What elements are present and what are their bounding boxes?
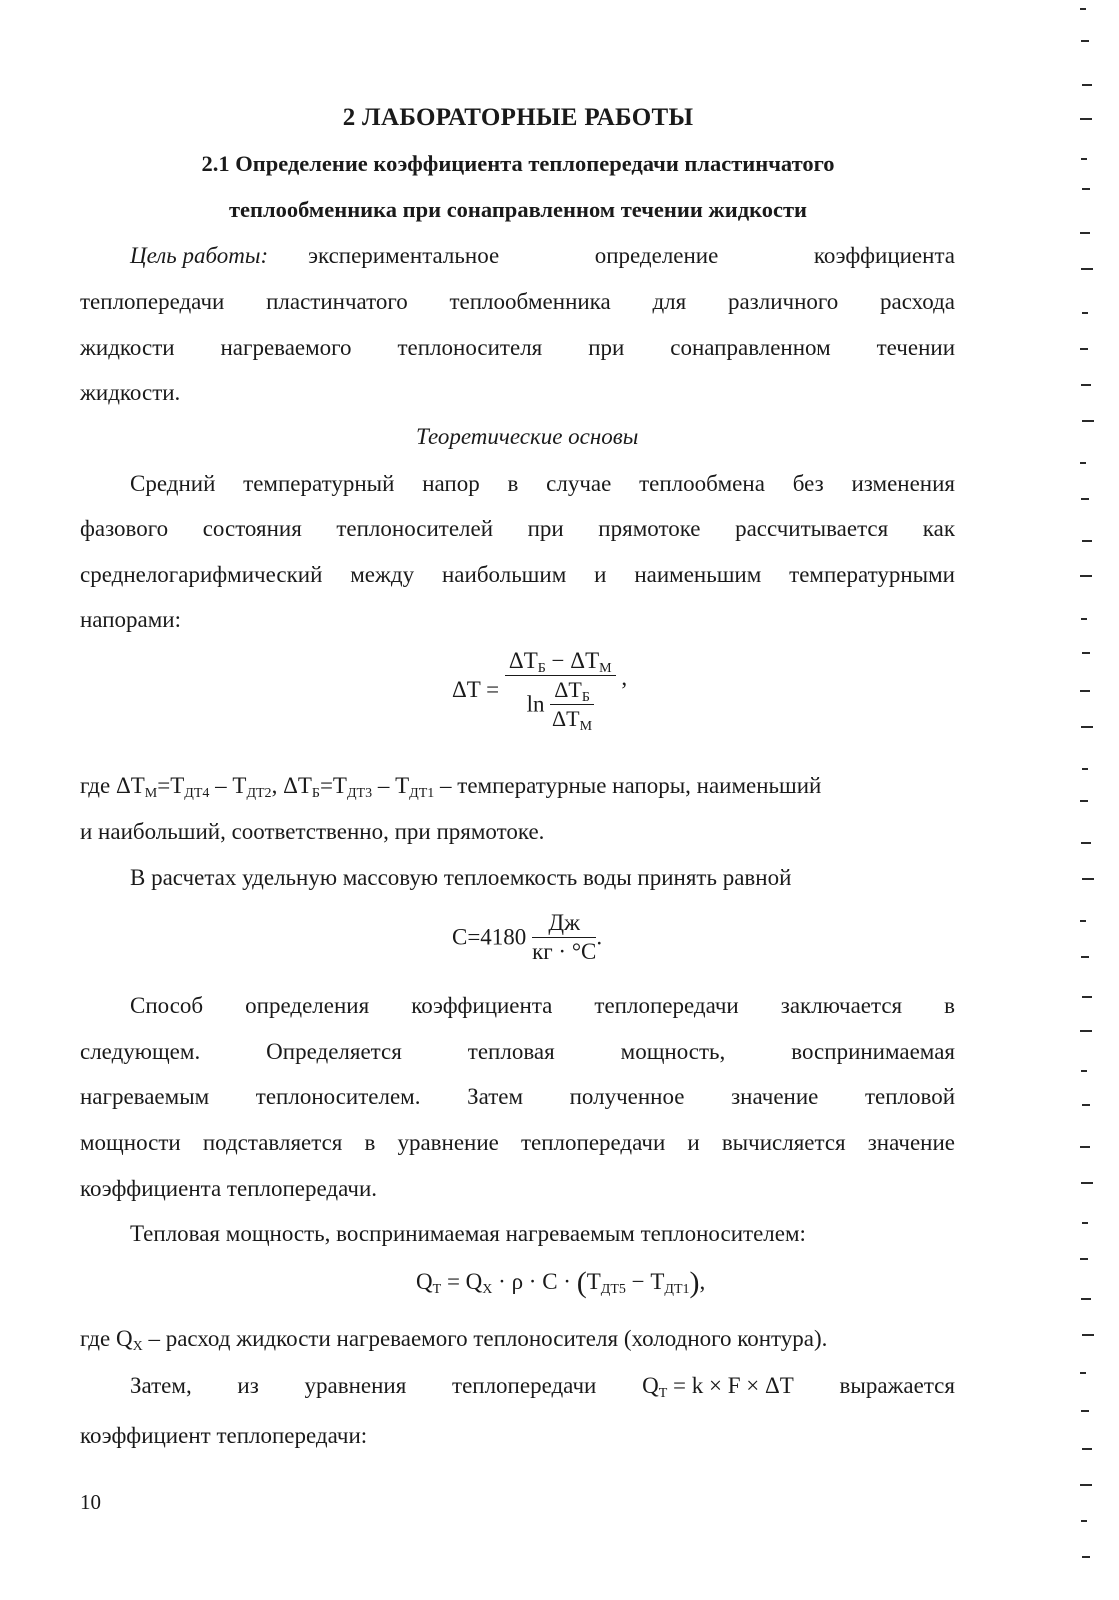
goal-label: Цель работы:	[130, 243, 269, 268]
scan-edge-mark	[1081, 268, 1093, 270]
scan-edge-mark	[1080, 348, 1088, 350]
scan-edge-mark	[1081, 40, 1089, 42]
scan-edge-mark	[1082, 652, 1090, 654]
goal-line-2: теплопередачи пластинчатого теплообменника для различного расхода	[80, 289, 955, 314]
para3-line-5: коэффициента теплопередачи.	[80, 1176, 378, 1201]
para5-line-2: коэффициент теплопередачи:	[80, 1423, 368, 1448]
formula1-lhs: ΔT =	[452, 677, 500, 702]
scan-edge-mark	[1082, 1448, 1092, 1450]
chapter-heading: 2 ЛАБОРАТОРНЫЕ РАБОТЫ	[342, 104, 694, 131]
scan-edge-mark	[1080, 920, 1086, 922]
formula1-denominator: ln $\frac{\Delta T_Б}{\Delta T_М}$	[526, 677, 593, 734]
scan-edge-mark	[1080, 1030, 1092, 1032]
scan-edge-mark	[1081, 618, 1087, 620]
scan-edge-mark	[1082, 312, 1088, 314]
para5-line-1: Затем, из уравнения теплопередачи $Q_Т = k \times F \times \Delta T$ выражается	[130, 1373, 955, 1401]
goal-text: экспериментальное определение коэффициента	[308, 243, 955, 268]
scan-edge-mark	[1080, 690, 1090, 692]
page-number: 10	[80, 1490, 101, 1514]
para2: В расчетах удельную массовую теплоемкость воды принять равной	[130, 865, 792, 890]
scan-edge-mark	[1080, 1484, 1092, 1486]
scan-edge-mark	[1080, 800, 1088, 802]
para1-line-2: фазового состояния теплоносителей при прямотоке рассчитывается как	[80, 516, 955, 541]
scan-edge-mark	[1081, 1410, 1089, 1412]
para3-line-3: нагреваемым теплоносителем. Затем полученное значение тепловой	[80, 1084, 955, 1109]
scan-edge-mark	[1082, 1104, 1090, 1106]
goal-line-1	[130, 242, 955, 270]
scan-edge-mark	[1081, 1520, 1087, 1522]
scan-edge-mark	[1082, 1556, 1090, 1558]
scan-edge-mark	[1081, 158, 1087, 160]
section-heading-line-2: теплообменника при сонаправленном течении жидкости	[229, 197, 807, 222]
scan-edge-mark	[1080, 1372, 1086, 1374]
scan-edge-mark	[1080, 1258, 1088, 1260]
scan-edge-mark	[1080, 232, 1090, 234]
goal-line-4: жидкости.	[80, 380, 181, 405]
scan-edge-mark	[1082, 420, 1094, 422]
formula1-numerator: $\Delta T_Б - \Delta T_М$	[505, 648, 616, 676]
scan-edge-mark	[1081, 498, 1089, 500]
theory-title: Теоретические основы	[416, 424, 639, 449]
scan-edge-mark	[1080, 8, 1086, 10]
para3-line-4: мощности подставляется в уравнение теплопередачи и вычисляется значение	[80, 1130, 955, 1155]
para4: Тепловая мощность, воспринимаемая нагреваемым теплоносителем:	[130, 1221, 806, 1246]
inline-formula-heat-transfer: $Q_Т = k \times F \times \Delta T$	[642, 1373, 794, 1401]
scan-edge-mark	[1082, 878, 1094, 880]
para3-line-2: следующем. Определяется тепловая мощность, воспринимаемая	[80, 1039, 955, 1064]
para3-line-1: Способ определения коэффициента теплопередачи заключается в	[130, 993, 955, 1018]
scan-edge-mark	[1081, 1070, 1087, 1072]
scan-edge-mark	[1080, 1146, 1090, 1148]
where1-line-2: и наибольший, соответственно, при прямотоке.	[80, 819, 545, 844]
para1-line-4: напорами:	[80, 607, 181, 632]
scan-edge-mark	[1081, 1298, 1091, 1300]
scan-edge-mark	[1080, 462, 1086, 464]
where2: где $Q_X$ – расход жидкости нагреваемого теплоносителя (холодного контура).	[80, 1326, 828, 1354]
goal-line-3: жидкости нагреваемого теплоносителя при сонаправленном течении	[80, 335, 955, 360]
scan-edge-mark	[1081, 1182, 1093, 1184]
formula-log-mean: ΔT = $\Delta T_Б - \Delta T_М$ ln $\frac{\Delta T_Б}{\Delta T_М}$ ,	[452, 648, 628, 734]
scan-edge-mark	[1081, 956, 1089, 958]
formula-heat-power: $Q_Т = Q_X \cdot \rho \cdot C \cdot (T_{ДТ5} - T_{ДТ1})$,	[416, 1266, 706, 1299]
scan-edge-mark	[1080, 575, 1092, 577]
scan-edge-mark	[1081, 384, 1091, 386]
para1-line-3: среднелогарифмический между наибольшим и наименьшим температурными	[80, 562, 955, 587]
scan-edge-mark	[1082, 996, 1092, 998]
scan-edge-mark	[1082, 540, 1092, 542]
scan-edge-mark	[1082, 768, 1088, 770]
scan-edge-mark	[1082, 1222, 1088, 1224]
formula2-fraction: $\frac{Дж}{кг \cdot ^\circ C}$	[532, 910, 597, 964]
formula-heat-capacity: C=4180 $\frac{Дж}{кг \cdot ^\circ C}$ .	[452, 910, 603, 964]
formula1-fraction	[505, 648, 616, 732]
where1-line-1: где $\Delta T_М=T_{ДТ4} - T_{ДТ2}$, $\Delta T_Б=T_{ДТ3} - T_{ДТ1}$ – температурные напоры, наименьший	[80, 773, 822, 801]
section-heading-line-1: 2.1 Определение коэффициента теплопередачи пластинчатого	[201, 151, 835, 176]
para1-line-1: Средний температурный напор в случае теплообмена без изменения	[130, 471, 955, 496]
scan-edge-mark	[1082, 188, 1090, 190]
scan-edge-mark	[1080, 118, 1092, 120]
scan-edge-mark	[1082, 1334, 1094, 1336]
scan-edge-mark	[1081, 726, 1093, 728]
scan-edge-mark	[1082, 84, 1092, 86]
scan-edge-mark	[1081, 842, 1091, 844]
